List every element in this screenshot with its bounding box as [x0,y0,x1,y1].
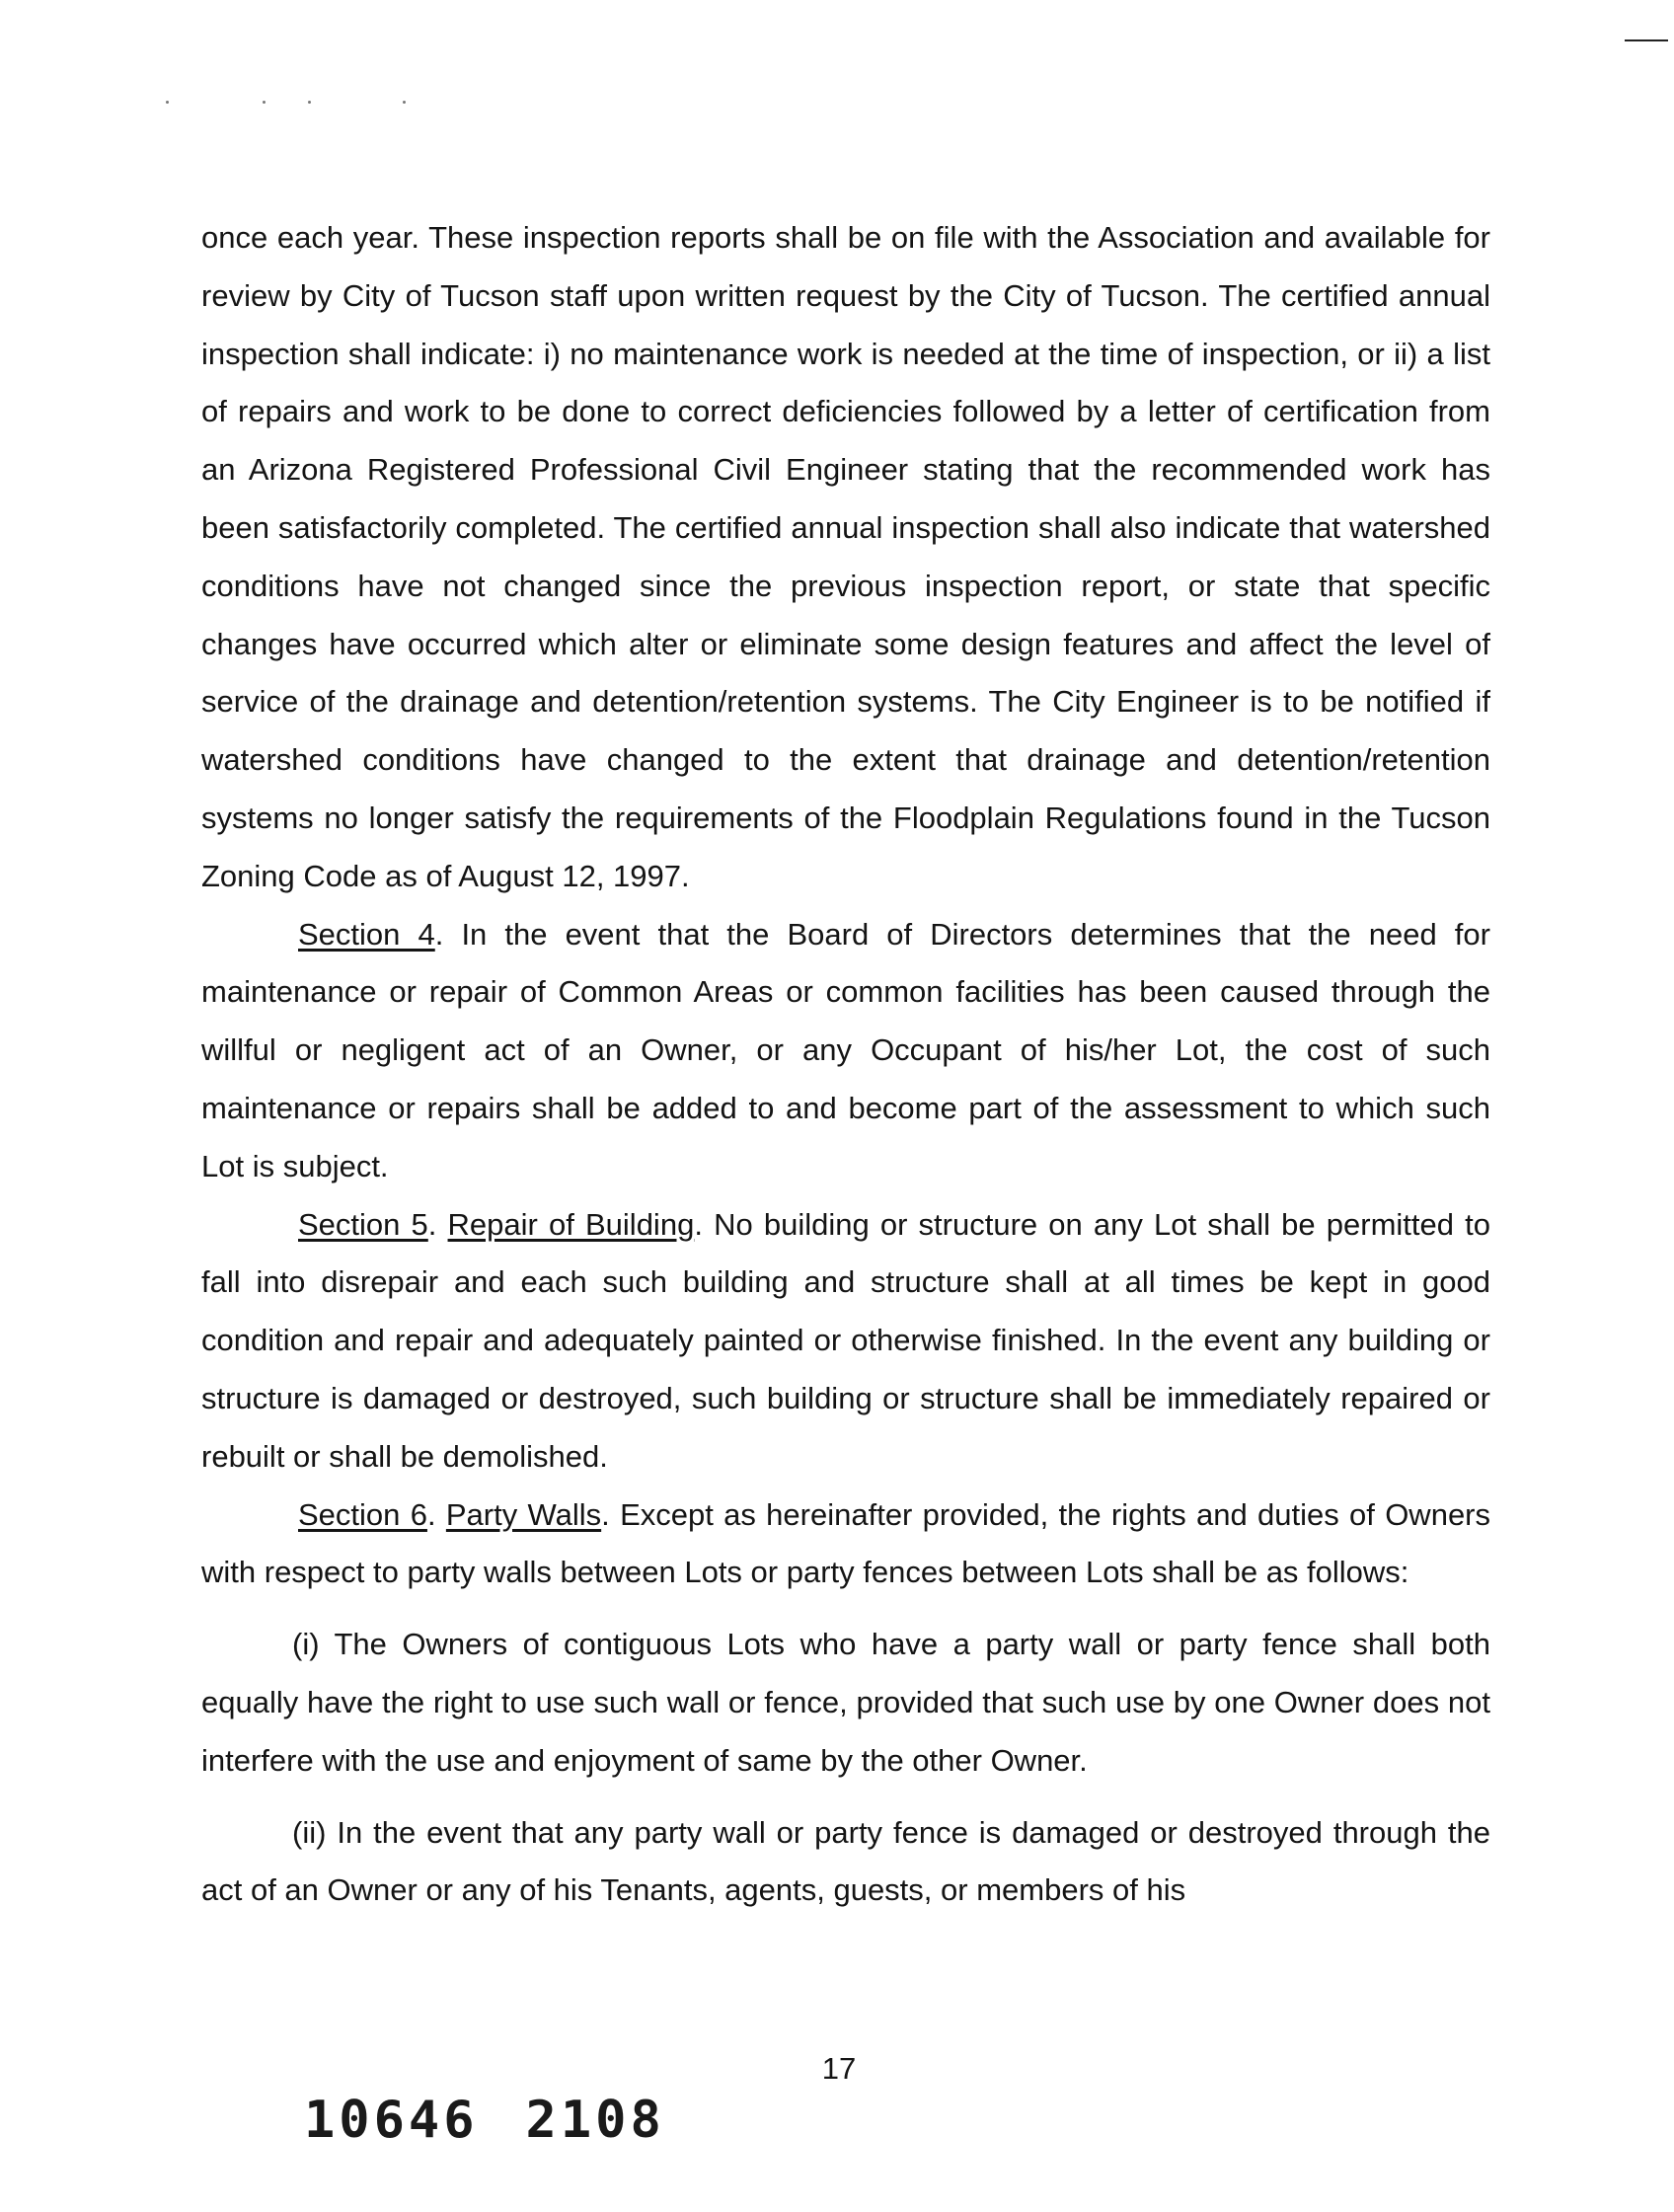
section-6-label: Section 6 [298,1496,427,1532]
recording-number-docket: 10646 [304,2091,479,2150]
section-5-label: Section 5 [298,1206,428,1242]
scan-specks [166,101,422,107]
recording-number-page: 2108 [525,2091,665,2150]
section-6-paragraph [201,1487,1490,1603]
section-4-label: Section 4 [298,916,435,952]
section-5-paragraph [201,1196,1490,1487]
item-ii-paragraph: (ii) In the event that any party wall or party fence is damaged or destroyed through the act of an Owner or any of his Tenants, agents, guests, or members of his [201,1814,1490,1908]
section-4-text: . In the event that the Board of Directors determines that the need for maintenance or repair of Common Areas or common facilities has been caused through the willful or negligent act of an Owner, or any Occupant of his/her Lot, the cost of such maintenance or repairs shall be added to and become part of the assessment to which such Lot is subject. [201,916,1490,1183]
item-i-paragraph: (i) The Owners of contiguous Lots who have a party wall or party fence shall both equally have the right to use such wall or fence, provided that such use by one Owner does not interfere with the use and enjoyment of same by the other Owner. [201,1627,1490,1778]
section-4-paragraph [201,906,1490,1196]
intro-paragraph: once each year. These inspection reports shall be on file with the Association and available for review by City of Tucson staff upon written request by the City of Tucson. The certified annual inspection shall indicate: i) no maintenance work is needed at the time of inspection, or ii) a list of repairs and work to be done to correct deficiencies followed by a letter of certification from an Arizona Registered Professional Civil Engineer stating that the recommended work has been satisfactorily completed. The certified annual inspection shall also indicate that watershed conditions have not changed since the previous inspection report, or state that specific changes have occurred which alter or eliminate some design features and affect the level of service of the drainage and detention/retention systems. The City Engineer is to be notified if watershed conditions have changed to the extent that drainage and detention/retention systems no longer satisfy the requirements of the Floodplain Regulations found in the Tucson Zoning Code as of August 12, 1997. [201,220,1490,893]
margin-tick-mark [1625,39,1668,41]
section-6-text: . Except as hereinafter provided, the rights and duties of Owners with respect to party walls between Lots or party fences between Lots shall be as follows: [201,1496,1491,1590]
section-5-title: Repair of Building [447,1206,695,1242]
section-5-sep: . [427,1206,448,1242]
document-body [201,209,1490,1920]
section-6-sep: . [426,1496,446,1532]
recording-number [304,2091,665,2150]
section-6-title: Party Walls [445,1496,602,1532]
page-number: 17 [821,2051,857,2086]
section-5-text: . No building or structure on any Lot shall be permitted to fall into disrepair and each such building and structure shall at all times be kept in good condition and repair and adequately painted or otherwise finished. In the event any building or structure is damaged or destroyed, such building or structure shall be immediately repaired or rebuilt or shall be demolished. [201,1206,1490,1474]
